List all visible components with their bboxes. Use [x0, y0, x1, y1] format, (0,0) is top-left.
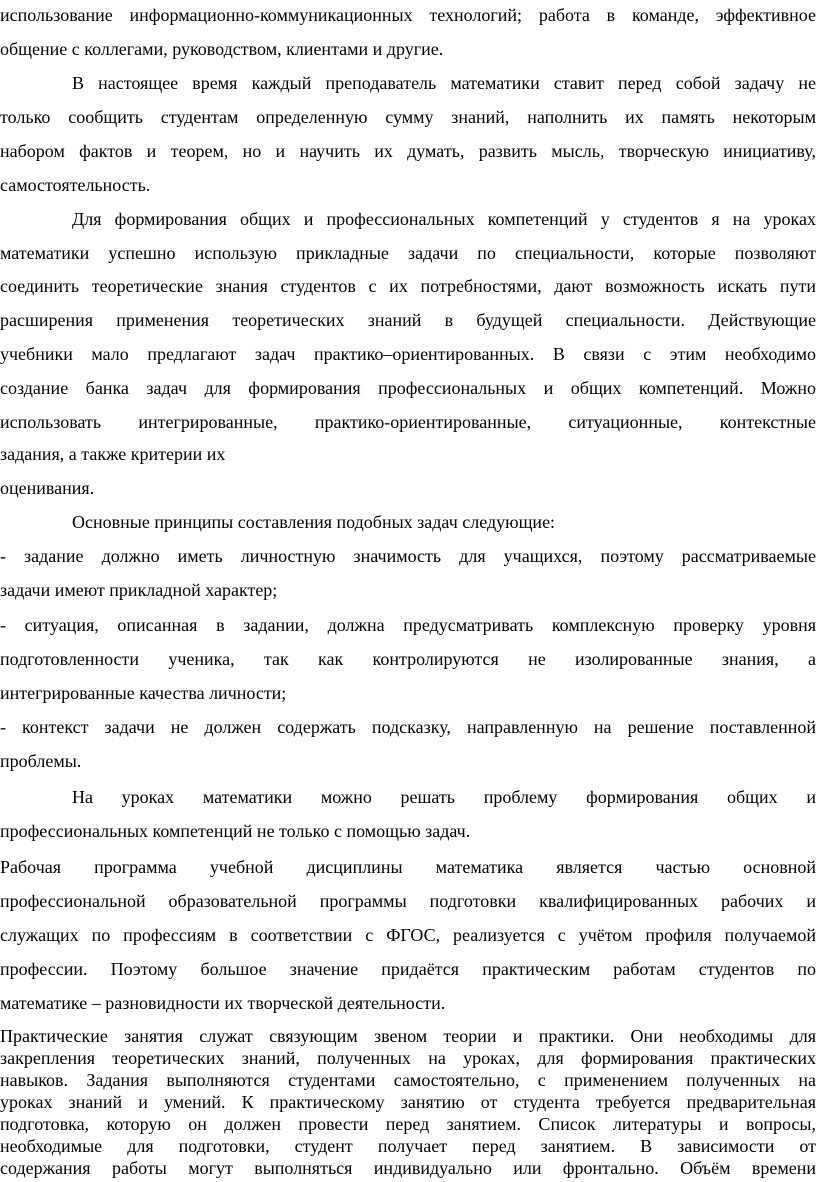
text-line: создание банка задач для формирования профессиональных и общих компетенций. Можно	[0, 378, 816, 398]
text-line: математики успешно использую прикладные задачи по специальности, которые позволяют	[0, 243, 816, 263]
text-line: только сообщить студентам определенную сумму знаний, наполнить их память некоторым	[0, 107, 816, 127]
text-line: профессиональных компетенций не только с помощью задач.	[0, 821, 471, 841]
text-line: соединить теоретические знания студентов с их потребностями, дают возможность искать пути	[0, 276, 816, 296]
text-line: подготовленности ученика, так как контролируются не изолированные знания, а	[0, 649, 816, 669]
text-line: Для формирования общих и профессиональных компетенций у студентов я на уроках	[72, 209, 816, 229]
text-line: закрепления теоретических знаний, полученных на уроках, для формирования практических	[0, 1048, 816, 1068]
text-line: использовать интегрированные, практико-ориентированные, ситуационные, контекстные	[0, 412, 816, 432]
text-line: служащих по профессиям в соответствии с ФГОС, реализуется с учётом профиля получаемой	[0, 925, 816, 945]
text-line: использование информационно-коммуникационных технологий; работа в команде, эффективное	[0, 5, 816, 25]
text-line: математике – разновидности их творческой деятельности.	[0, 993, 446, 1013]
text-line: профессиональной образовательной программы подготовки квалифицированных рабочих и	[0, 891, 816, 911]
text-line: содержания работы могут выполняться индивидуально или фронтально. Объём времени	[0, 1158, 816, 1178]
text-line: задания, а также критерии их	[0, 444, 226, 464]
text-line: На уроках математики можно решать проблему формирования общих и	[72, 787, 816, 807]
text-line: навыков. Задания выполняются студентами самостоятельно, с применением полученных на	[0, 1070, 816, 1090]
text-line: необходимые для подготовки, студент получает перед занятием. В зависимости от	[0, 1136, 816, 1156]
text-line: общение с коллегами, руководством, клиентами и другие.	[0, 39, 444, 59]
text-line: профессии. Поэтому большое значение придаётся практическим работам студентов по	[0, 959, 816, 979]
text-line: подготовка, которую он должен провести перед занятием. Список литературы и вопросы,	[0, 1114, 816, 1134]
list-item-line: - контекст задачи не должен содержать подсказку, направленную на решение поставленной	[0, 717, 816, 737]
text-line: проблемы.	[0, 751, 82, 771]
text-line: интегрированные качества личности;	[0, 683, 287, 703]
text-line: Рабочая программа учебной дисциплины математика является частью основной	[0, 857, 816, 877]
text-line: задачи имеют прикладной характер;	[0, 580, 278, 600]
text-line: В настоящее время каждый преподаватель математики ставит перед собой задачу не	[72, 73, 816, 93]
text-line: Основные принципы составления подобных задач следующие:	[72, 512, 556, 532]
text-line: набором фактов и теорем, но и научить их думать, развить мысль, творческую инициативу,	[0, 141, 816, 161]
text-line: оценивания.	[0, 478, 95, 498]
list-item-line: - ситуация, описанная в задании, должна предусматривать комплексную проверку уровня	[0, 615, 816, 635]
text-line: самостоятельность.	[0, 175, 151, 195]
text-line: учебники мало предлагают задач практико–ориентированных. В связи с этим необходимо	[0, 344, 816, 364]
text-line: расширения применения теоретических знаний в будущей специальности. Действующие	[0, 310, 816, 330]
text-line: Практические занятия служат связующим звеном теории и практики. Они необходимы для	[0, 1026, 816, 1046]
list-item-line: - задание должно иметь личностную значимость для учащихся, поэтому рассматриваемые	[0, 546, 816, 566]
text-line: уроках знаний и умений. К практическому занятию от студента требуется предварительная	[0, 1092, 816, 1112]
